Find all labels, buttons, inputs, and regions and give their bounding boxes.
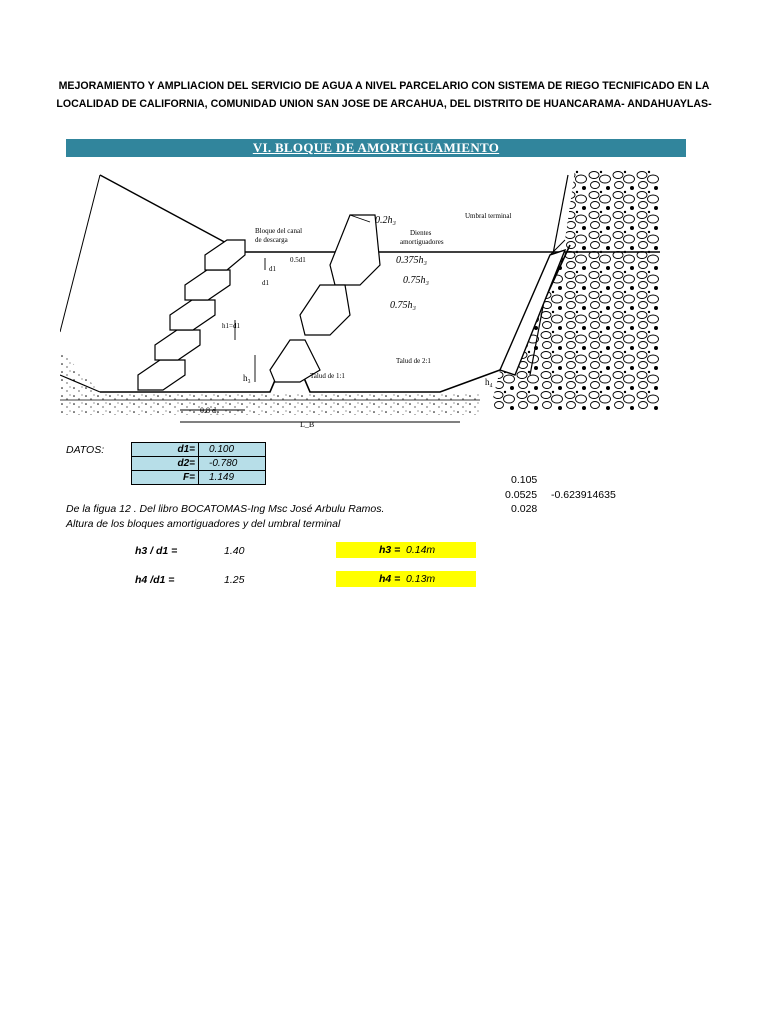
datos-name: F= <box>132 471 199 485</box>
label-lb: L_B <box>300 420 315 429</box>
side-value-1: 0.105 <box>511 474 538 486</box>
datos-value: 1.149 <box>199 471 266 485</box>
chute-blocks <box>138 240 245 390</box>
label-de-descarga: de descarga <box>255 236 288 244</box>
label-amortiguadores: amortiguadores <box>400 238 444 246</box>
table-row <box>132 443 266 457</box>
table-row <box>132 471 266 485</box>
result-value-h3: 0.14m <box>406 544 436 556</box>
ratio-label-h3: h3 / d1 = <box>135 545 178 557</box>
table-row <box>132 457 266 471</box>
side-value-2: 0.0525 <box>505 489 538 501</box>
section-title-bar <box>66 139 686 157</box>
label-02h3: 0.2h₃ <box>375 215 396 226</box>
result-value-h4: 0.13m <box>406 573 436 585</box>
label-d1-a: d1 <box>269 265 276 273</box>
result-h3-highlight <box>336 542 476 558</box>
datos-name: d1= <box>132 443 199 457</box>
datos-label: DATOS: <box>66 444 105 456</box>
result-label-h4: h4 = <box>379 573 401 585</box>
datos-table <box>131 442 266 485</box>
side-value-3: -0.623914635 <box>551 489 616 501</box>
ratio-value-h4: 1.25 <box>224 574 245 586</box>
reference-note: De la figua 12 . Del libro BOCATOMAS-Ing Msc José Arbulu Ramos. <box>66 503 385 515</box>
label-umbral: Umbral terminal <box>465 212 512 220</box>
label-075h3-b: 0.75h₃ <box>390 300 416 311</box>
datos-name: d2= <box>132 457 199 471</box>
side-value-4: 0.028 <box>511 503 538 515</box>
ratio-value-h3: 1.40 <box>224 545 245 557</box>
label-d1-b: d1 <box>262 279 269 287</box>
label-talud-11: Talud de 1:1 <box>310 372 345 380</box>
label-05d1: 0.5d1 <box>290 256 306 264</box>
header-line-2: LOCALIDAD DE CALIFORNIA, COMUNIDAD UNION SAN JOSE DE ARCAHUA, DEL DISTRITO DE HUANCARAMA- ANDAHUAYLAS- <box>56 98 712 110</box>
label-h3: h₃ <box>243 373 251 383</box>
result-h4-highlight <box>336 571 476 587</box>
header-line-1: MEJORAMIENTO Y AMPLIACION DEL SERVICIO DE AGUA A NIVEL PARCELARIO CON SISTEMA DE RIEGO TECNIFICADO EN LA <box>58 80 710 92</box>
label-075h3-a: 0.75h₃ <box>403 275 429 286</box>
result-label-h3: h3 = <box>379 544 401 556</box>
document-header <box>40 77 728 113</box>
label-08d2: 0.8 d₂ <box>200 406 219 415</box>
label-dientes: Dientes <box>410 229 432 237</box>
label-bloque-canal: Bloque del canal <box>255 227 303 235</box>
datos-value: 0.100 <box>199 443 266 457</box>
ratio-label-h4: h4 /d1 = <box>135 574 175 586</box>
stilling-basin-diagram <box>60 170 660 435</box>
datos-value: -0.780 <box>199 457 266 471</box>
label-talud-21: Talud de 2:1 <box>396 357 431 365</box>
label-h4: h₄ <box>485 377 493 387</box>
description-note: Altura de los bloques amortiguadores y del umbral terminal <box>66 518 341 530</box>
label-0375h3: 0.375h₃ <box>396 255 427 266</box>
section-title: VI. BLOQUE DE AMORTIGUAMIENTO <box>252 140 500 155</box>
label-h1d1: h1=d1 <box>222 322 240 330</box>
